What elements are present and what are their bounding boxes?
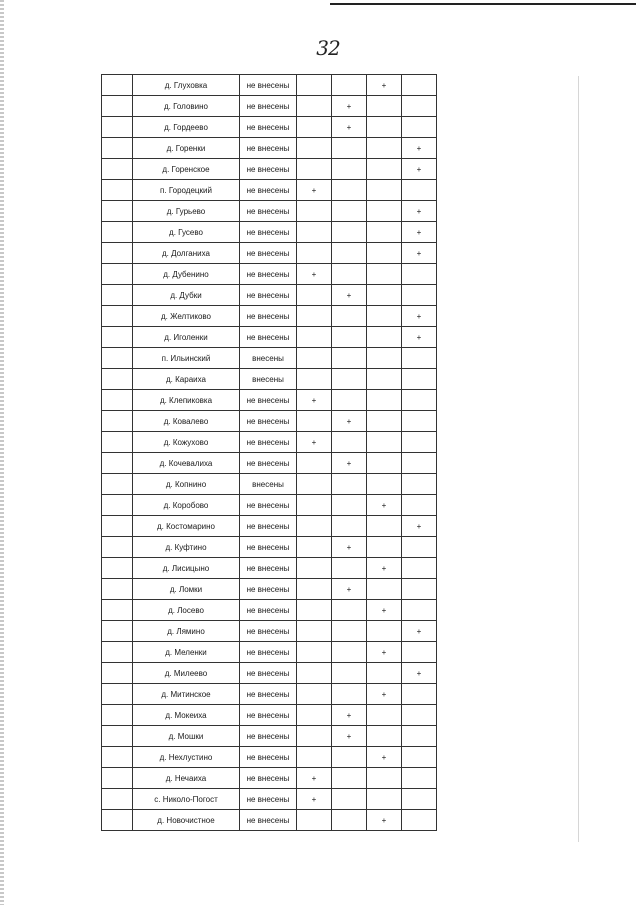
mark-cell-2: +	[332, 117, 367, 138]
status-cell: внесены	[240, 348, 297, 369]
mark-cell-1	[297, 600, 332, 621]
mark-cell-2	[332, 684, 367, 705]
settlement-name: п. Городецкий	[133, 180, 240, 201]
mark-cell-4	[402, 453, 437, 474]
settlement-name: д. Лисицыно	[133, 558, 240, 579]
mark-cell-3	[367, 537, 402, 558]
table-row	[102, 411, 437, 432]
settlement-name: д. Кожухово	[133, 432, 240, 453]
row-number-cell	[102, 600, 133, 621]
row-number-cell	[102, 432, 133, 453]
settlement-name: д. Копнино	[133, 474, 240, 495]
mark-cell-3	[367, 390, 402, 411]
mark-cell-1	[297, 75, 332, 96]
mark-cell-4: +	[402, 222, 437, 243]
row-number-cell	[102, 789, 133, 810]
mark-cell-2: +	[332, 537, 367, 558]
mark-cell-3	[367, 348, 402, 369]
mark-cell-1: +	[297, 264, 332, 285]
status-cell: внесены	[240, 474, 297, 495]
status-cell: внесены	[240, 369, 297, 390]
mark-cell-3	[367, 411, 402, 432]
mark-cell-2: +	[332, 411, 367, 432]
mark-cell-3	[367, 432, 402, 453]
mark-cell-2	[332, 243, 367, 264]
mark-cell-1: +	[297, 432, 332, 453]
row-number-cell	[102, 453, 133, 474]
mark-cell-2	[332, 327, 367, 348]
mark-cell-1: +	[297, 768, 332, 789]
mark-cell-1	[297, 411, 332, 432]
status-cell: не внесены	[240, 117, 297, 138]
row-number-cell	[102, 621, 133, 642]
mark-cell-1	[297, 495, 332, 516]
mark-cell-2	[332, 600, 367, 621]
row-number-cell	[102, 117, 133, 138]
mark-cell-4	[402, 810, 437, 831]
mark-cell-3	[367, 663, 402, 684]
mark-cell-1	[297, 138, 332, 159]
status-cell: не внесены	[240, 789, 297, 810]
mark-cell-1	[297, 243, 332, 264]
mark-cell-1	[297, 159, 332, 180]
status-cell: не внесены	[240, 558, 297, 579]
mark-cell-4	[402, 369, 437, 390]
status-cell: не внесены	[240, 96, 297, 117]
table-row	[102, 474, 437, 495]
table-row	[102, 537, 437, 558]
settlement-name: д. Иголенки	[133, 327, 240, 348]
mark-cell-2: +	[332, 579, 367, 600]
mark-cell-2	[332, 663, 367, 684]
settlement-name: д. Ковалево	[133, 411, 240, 432]
mark-cell-2	[332, 201, 367, 222]
settlements-table	[101, 74, 437, 831]
mark-cell-3	[367, 96, 402, 117]
settlement-name: д. Горенки	[133, 138, 240, 159]
mark-cell-4: +	[402, 306, 437, 327]
mark-cell-2	[332, 789, 367, 810]
table-row	[102, 516, 437, 537]
mark-cell-2	[332, 747, 367, 768]
mark-cell-1	[297, 663, 332, 684]
mark-cell-2	[332, 432, 367, 453]
table-row	[102, 138, 437, 159]
mark-cell-3	[367, 285, 402, 306]
table-row	[102, 684, 437, 705]
status-cell: не внесены	[240, 411, 297, 432]
mark-cell-2: +	[332, 453, 367, 474]
mark-cell-3	[367, 369, 402, 390]
margin-line	[578, 76, 579, 842]
settlement-name: д. Лосево	[133, 600, 240, 621]
settlement-name: д. Горенское	[133, 159, 240, 180]
status-cell: не внесены	[240, 243, 297, 264]
mark-cell-4	[402, 789, 437, 810]
mark-cell-2	[332, 810, 367, 831]
settlement-name: д. Гурьево	[133, 201, 240, 222]
settlement-name: п. Ильинский	[133, 348, 240, 369]
row-number-cell	[102, 75, 133, 96]
status-cell: не внесены	[240, 663, 297, 684]
mark-cell-2	[332, 495, 367, 516]
settlement-name: д. Гордеево	[133, 117, 240, 138]
mark-cell-2	[332, 222, 367, 243]
mark-cell-4	[402, 96, 437, 117]
mark-cell-1	[297, 684, 332, 705]
table-row	[102, 600, 437, 621]
status-cell: не внесены	[240, 453, 297, 474]
status-cell: не внесены	[240, 285, 297, 306]
row-number-cell	[102, 579, 133, 600]
mark-cell-3	[367, 516, 402, 537]
mark-cell-4	[402, 348, 437, 369]
table-row	[102, 117, 437, 138]
mark-cell-1: +	[297, 789, 332, 810]
status-cell: не внесены	[240, 327, 297, 348]
table-row	[102, 348, 437, 369]
table-row	[102, 159, 437, 180]
mark-cell-3	[367, 768, 402, 789]
table-row	[102, 663, 437, 684]
table-row	[102, 495, 437, 516]
table-row	[102, 369, 437, 390]
mark-cell-3: +	[367, 747, 402, 768]
row-number-cell	[102, 768, 133, 789]
table-row	[102, 579, 437, 600]
settlement-name: д. Глуховка	[133, 75, 240, 96]
mark-cell-3	[367, 159, 402, 180]
table-row	[102, 243, 437, 264]
status-cell: не внесены	[240, 222, 297, 243]
settlement-name: д. Ломки	[133, 579, 240, 600]
mark-cell-4	[402, 642, 437, 663]
row-number-cell	[102, 663, 133, 684]
mark-cell-1: +	[297, 180, 332, 201]
mark-cell-2	[332, 516, 367, 537]
mark-cell-3	[367, 180, 402, 201]
mark-cell-3	[367, 201, 402, 222]
status-cell: не внесены	[240, 726, 297, 747]
settlement-name: д. Мокеиха	[133, 705, 240, 726]
mark-cell-2	[332, 306, 367, 327]
mark-cell-2: +	[332, 96, 367, 117]
mark-cell-3	[367, 474, 402, 495]
table-row	[102, 810, 437, 831]
mark-cell-3	[367, 579, 402, 600]
mark-cell-3	[367, 243, 402, 264]
settlement-name: д. Милеево	[133, 663, 240, 684]
status-cell: не внесены	[240, 306, 297, 327]
status-cell: не внесены	[240, 579, 297, 600]
status-cell: не внесены	[240, 705, 297, 726]
table-row	[102, 327, 437, 348]
mark-cell-4: +	[402, 138, 437, 159]
settlement-name: д. Гусево	[133, 222, 240, 243]
row-number-cell	[102, 642, 133, 663]
mark-cell-1	[297, 621, 332, 642]
settlement-name: д. Караиха	[133, 369, 240, 390]
row-number-cell	[102, 327, 133, 348]
mark-cell-1	[297, 747, 332, 768]
mark-cell-2	[332, 369, 367, 390]
mark-cell-4	[402, 474, 437, 495]
mark-cell-1	[297, 348, 332, 369]
table-row	[102, 705, 437, 726]
row-number-cell	[102, 705, 133, 726]
scan-left-edge	[0, 0, 4, 905]
table-row	[102, 747, 437, 768]
mark-cell-4	[402, 579, 437, 600]
mark-cell-2	[332, 75, 367, 96]
mark-cell-3: +	[367, 684, 402, 705]
settlement-name: д. Долганиха	[133, 243, 240, 264]
row-number-cell	[102, 243, 133, 264]
page-number: 32	[316, 36, 340, 60]
mark-cell-1: +	[297, 390, 332, 411]
status-cell: не внесены	[240, 768, 297, 789]
mark-cell-4	[402, 411, 437, 432]
status-cell: не внесены	[240, 180, 297, 201]
table-row	[102, 726, 437, 747]
mark-cell-2: +	[332, 726, 367, 747]
table-row	[102, 453, 437, 474]
status-cell: не внесены	[240, 159, 297, 180]
mark-cell-1	[297, 810, 332, 831]
mark-cell-1	[297, 537, 332, 558]
row-number-cell	[102, 390, 133, 411]
status-cell: не внесены	[240, 537, 297, 558]
mark-cell-4: +	[402, 327, 437, 348]
table-row	[102, 180, 437, 201]
mark-cell-4	[402, 684, 437, 705]
status-cell: не внесены	[240, 642, 297, 663]
status-cell: не внесены	[240, 201, 297, 222]
mark-cell-4	[402, 600, 437, 621]
mark-cell-4	[402, 264, 437, 285]
settlement-name: д. Новочистное	[133, 810, 240, 831]
mark-cell-2	[332, 390, 367, 411]
mark-cell-2: +	[332, 285, 367, 306]
table-row	[102, 75, 437, 96]
mark-cell-4: +	[402, 621, 437, 642]
mark-cell-4	[402, 117, 437, 138]
mark-cell-1	[297, 558, 332, 579]
table-row	[102, 789, 437, 810]
mark-cell-4	[402, 390, 437, 411]
settlement-name: с. Николо-Погост	[133, 789, 240, 810]
mark-cell-1	[297, 117, 332, 138]
status-cell: не внесены	[240, 621, 297, 642]
row-number-cell	[102, 726, 133, 747]
settlement-name: д. Желтиково	[133, 306, 240, 327]
mark-cell-1	[297, 579, 332, 600]
row-number-cell	[102, 285, 133, 306]
row-number-cell	[102, 474, 133, 495]
table-row	[102, 201, 437, 222]
status-cell: не внесены	[240, 684, 297, 705]
status-cell: не внесены	[240, 495, 297, 516]
mark-cell-4	[402, 768, 437, 789]
settlement-name: д. Нечаиха	[133, 768, 240, 789]
settlement-name: д. Коробово	[133, 495, 240, 516]
table-row	[102, 432, 437, 453]
settlement-name: д. Митинское	[133, 684, 240, 705]
mark-cell-4	[402, 705, 437, 726]
row-number-cell	[102, 558, 133, 579]
table-row	[102, 558, 437, 579]
row-number-cell	[102, 138, 133, 159]
mark-cell-4: +	[402, 159, 437, 180]
table-row	[102, 96, 437, 117]
row-number-cell	[102, 516, 133, 537]
row-number-cell	[102, 348, 133, 369]
mark-cell-4	[402, 180, 437, 201]
mark-cell-2	[332, 138, 367, 159]
mark-cell-1	[297, 201, 332, 222]
mark-cell-1	[297, 96, 332, 117]
settlement-name: д. Кочевалиха	[133, 453, 240, 474]
mark-cell-4	[402, 285, 437, 306]
row-number-cell	[102, 159, 133, 180]
mark-cell-3	[367, 117, 402, 138]
mark-cell-2	[332, 180, 367, 201]
mark-cell-2: +	[332, 705, 367, 726]
row-number-cell	[102, 537, 133, 558]
row-number-cell	[102, 747, 133, 768]
mark-cell-4	[402, 75, 437, 96]
mark-cell-4	[402, 558, 437, 579]
table-row	[102, 264, 437, 285]
mark-cell-4: +	[402, 516, 437, 537]
mark-cell-4	[402, 537, 437, 558]
row-number-cell	[102, 180, 133, 201]
table-row	[102, 306, 437, 327]
table-row	[102, 768, 437, 789]
table-row	[102, 222, 437, 243]
table-row	[102, 285, 437, 306]
mark-cell-1	[297, 474, 332, 495]
mark-cell-3	[367, 789, 402, 810]
row-number-cell	[102, 201, 133, 222]
row-number-cell	[102, 222, 133, 243]
settlement-name: д. Головино	[133, 96, 240, 117]
status-cell: не внесены	[240, 600, 297, 621]
status-cell: не внесены	[240, 138, 297, 159]
mark-cell-1	[297, 222, 332, 243]
mark-cell-2	[332, 621, 367, 642]
mark-cell-3	[367, 327, 402, 348]
mark-cell-4	[402, 726, 437, 747]
mark-cell-3	[367, 705, 402, 726]
mark-cell-3: +	[367, 558, 402, 579]
row-number-cell	[102, 96, 133, 117]
settlement-name: д. Дубки	[133, 285, 240, 306]
mark-cell-2	[332, 348, 367, 369]
status-cell: не внесены	[240, 75, 297, 96]
row-number-cell	[102, 306, 133, 327]
row-number-cell	[102, 264, 133, 285]
mark-cell-1	[297, 726, 332, 747]
status-cell: не внесены	[240, 264, 297, 285]
mark-cell-1	[297, 285, 332, 306]
mark-cell-3	[367, 726, 402, 747]
mark-cell-1	[297, 327, 332, 348]
mark-cell-2	[332, 264, 367, 285]
mark-cell-4	[402, 432, 437, 453]
settlement-name: д. Костомарино	[133, 516, 240, 537]
mark-cell-4	[402, 495, 437, 516]
mark-cell-2	[332, 768, 367, 789]
mark-cell-3: +	[367, 75, 402, 96]
mark-cell-2	[332, 558, 367, 579]
settlement-name: д. Дубенино	[133, 264, 240, 285]
mark-cell-3: +	[367, 495, 402, 516]
mark-cell-3	[367, 306, 402, 327]
top-rule	[330, 3, 636, 5]
row-number-cell	[102, 369, 133, 390]
mark-cell-3	[367, 222, 402, 243]
mark-cell-3	[367, 138, 402, 159]
mark-cell-2	[332, 474, 367, 495]
status-cell: не внесены	[240, 516, 297, 537]
mark-cell-3	[367, 453, 402, 474]
status-cell: не внесены	[240, 390, 297, 411]
mark-cell-3: +	[367, 600, 402, 621]
row-number-cell	[102, 684, 133, 705]
table-row	[102, 390, 437, 411]
mark-cell-3	[367, 621, 402, 642]
mark-cell-2	[332, 642, 367, 663]
status-cell: не внесены	[240, 432, 297, 453]
settlement-name: д. Клепиковка	[133, 390, 240, 411]
row-number-cell	[102, 495, 133, 516]
mark-cell-1	[297, 516, 332, 537]
mark-cell-3	[367, 264, 402, 285]
table-row	[102, 642, 437, 663]
table-row	[102, 621, 437, 642]
mark-cell-4: +	[402, 243, 437, 264]
settlement-name: д. Куфтино	[133, 537, 240, 558]
status-cell: не внесены	[240, 747, 297, 768]
mark-cell-2	[332, 159, 367, 180]
settlements-table-body	[102, 75, 437, 831]
row-number-cell	[102, 411, 133, 432]
mark-cell-3: +	[367, 642, 402, 663]
settlement-name: д. Лямино	[133, 621, 240, 642]
mark-cell-1	[297, 369, 332, 390]
settlement-name: д. Меленки	[133, 642, 240, 663]
row-number-cell	[102, 810, 133, 831]
mark-cell-1	[297, 642, 332, 663]
mark-cell-4: +	[402, 201, 437, 222]
status-cell: не внесены	[240, 810, 297, 831]
mark-cell-3: +	[367, 810, 402, 831]
mark-cell-4	[402, 747, 437, 768]
mark-cell-4: +	[402, 663, 437, 684]
mark-cell-1	[297, 306, 332, 327]
settlement-name: д. Мошки	[133, 726, 240, 747]
mark-cell-1	[297, 453, 332, 474]
mark-cell-1	[297, 705, 332, 726]
settlement-name: д. Нехлустино	[133, 747, 240, 768]
